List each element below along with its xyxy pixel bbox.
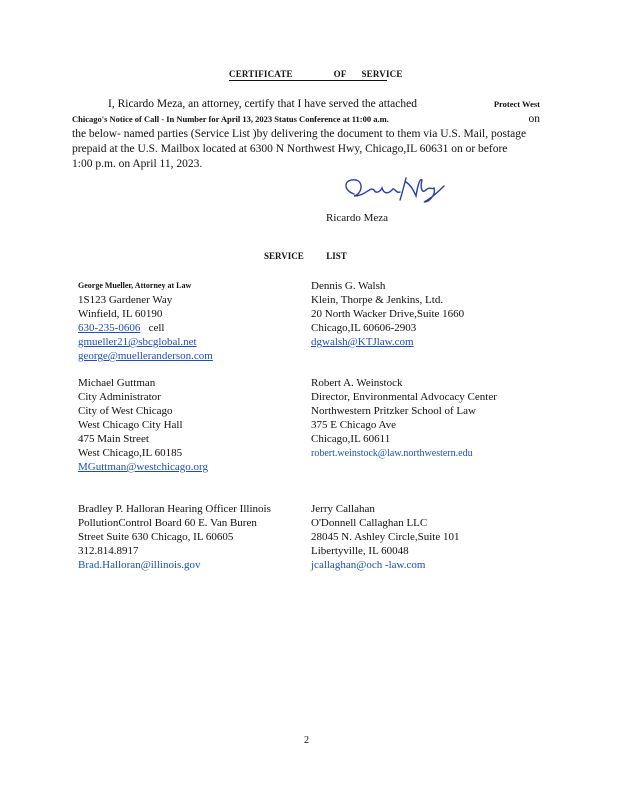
contact-line: Dennis G. Walsh <box>311 280 386 292</box>
contact-line: City Administrator <box>78 391 161 403</box>
contact-email-link[interactable]: MGuttman@westchicago.org <box>78 461 208 473</box>
contact-line <box>311 335 464 349</box>
paragraph-text: I, Ricardo Meza, an attorney, certify that I have served the attached <box>108 98 417 110</box>
contact-line <box>311 558 460 572</box>
service-contact <box>311 376 497 460</box>
contact-line: 1S123 Gardener Way <box>78 294 173 306</box>
contact-line: Robert A. Weinstock <box>311 377 403 389</box>
contact-phone-suffix: cell <box>140 322 165 334</box>
service-contact <box>311 279 464 349</box>
contact-line: O'Donnell Callaghan LLC <box>311 517 428 529</box>
signatory-name: Ricardo Meza <box>326 212 388 224</box>
contact-line: Director, Environmental Advocacy Center <box>311 391 497 403</box>
contact-line: Northwestern Pritzker School of Law <box>311 405 476 417</box>
contact-line: Street Suite 630 Chicago, IL 60605 <box>78 531 234 543</box>
contact-email-link[interactable]: Brad.Halloran@illinois.gov <box>78 559 201 571</box>
contact-line: Bradley P. Halloran Hearing Officer Illinois <box>78 503 271 515</box>
contact-email-link[interactable]: jcallaghan@och -law.com <box>311 559 426 571</box>
contact-line <box>311 446 497 460</box>
paragraph-line <box>72 97 540 112</box>
contact-line: West Chicago,IL 60185 <box>78 447 183 459</box>
contact-email-link[interactable]: george@muelleranderson.com <box>78 350 213 362</box>
paragraph-line <box>72 112 540 127</box>
contact-line <box>78 460 220 474</box>
contact-line: Winfield, IL 60190 <box>78 308 163 320</box>
paragraph-text: 1:00 p.m. on April 11, 2023. <box>72 158 203 170</box>
contact-line <box>78 558 271 572</box>
contact-line: Klein, Thorpe & Jenkins, Ltd. <box>311 294 444 306</box>
paragraph-text: on <box>528 113 540 125</box>
contact-line <box>78 349 226 363</box>
page-number: 2 <box>304 735 309 746</box>
contact-line: 312.814.8917 <box>78 545 139 557</box>
certificate-paragraph <box>72 97 540 172</box>
contact-line <box>78 321 226 335</box>
paragraph-bold: Protect West <box>493 99 540 109</box>
title-word: CERTIFICATE <box>229 69 293 79</box>
contact-line: 28045 N. Ashley Circle,Suite 101 <box>311 531 460 543</box>
contact-line: George Mueller, Attorney at Law <box>78 281 192 290</box>
contact-line: Jerry Callahan <box>311 503 375 515</box>
contact-email-link[interactable]: dgwalsh@KTJlaw.com <box>311 336 414 348</box>
contact-line: Libertyville, IL 60048 <box>311 545 409 557</box>
contact-line: Michael Guttman <box>78 377 156 389</box>
paragraph-line <box>72 157 540 172</box>
contact-line: Chicago,IL 60606-2903 <box>311 322 417 334</box>
paragraph-text: the below- named parties (Service List )by delivering the document to them via U.S. Mail, postage <box>72 128 527 140</box>
contact-email-link[interactable]: gmueller21@sbcglobal.net <box>78 336 197 348</box>
contact-line: 20 North Wacker Drive,Suite 1660 <box>311 308 465 320</box>
contact-line: 475 Main Street <box>78 433 149 445</box>
service-contact <box>78 502 271 572</box>
certificate-title <box>229 69 403 81</box>
paragraph-line <box>72 142 540 157</box>
service-contact <box>78 279 226 363</box>
contact-email-link[interactable]: robert.weinstock@law.northwestern.edu <box>311 448 473 459</box>
paragraph-bold: Chicago's Notice of Call - In Number for April 13, 2023 Status Conference at 11:00 a.m. <box>72 114 389 124</box>
paragraph-text: prepaid at the U.S. Mailbox located at 6300 N Northwest Hwy, Chicago,IL 60631 on or before <box>72 143 508 155</box>
title-word: OF <box>333 69 347 79</box>
service-list-title: SERVICE LIST <box>264 251 347 261</box>
contact-line <box>78 335 226 349</box>
paragraph-line <box>72 127 540 142</box>
contact-line: 375 E Chicago Ave <box>311 419 397 431</box>
contact-line: PollutionControl Board 60 E. Van Buren <box>78 517 257 529</box>
contact-line: Chicago,IL 60611 <box>311 433 391 445</box>
service-contact <box>78 376 220 474</box>
contact-phone-link[interactable]: 630-235-0606 <box>78 322 141 334</box>
title-word: SERVICE <box>361 69 403 79</box>
signature-image <box>336 172 446 206</box>
contact-line: West Chicago City Hall <box>78 419 183 431</box>
contact-line: City of West Chicago <box>78 405 173 417</box>
service-contact <box>311 502 460 572</box>
